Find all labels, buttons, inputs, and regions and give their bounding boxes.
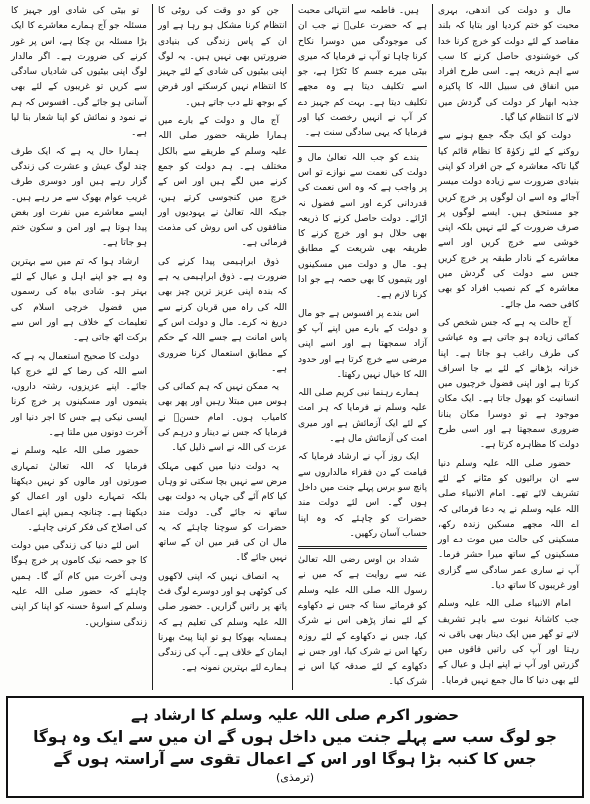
- section-divider: [298, 546, 427, 549]
- article-paragraph: اس لئے دنیا کی زندگی میں دولت کا جو حصہ نیک کاموں پر خرچ ہوگا وہی آخرت میں کام آئے گا۔ ہمیں چاہئے کہ حضور صلی اللہ علیہ وسلم کے اسوۂ حسنہ کو اپنا کر اپنی زندگی سنواریں۔: [11, 541, 147, 628]
- article-paragraph: ذوق ابراہیمی پیدا کرنے کی ضرورت ہے۔ ذوق ابراہیمی یہ ہے کہ بندہ اپنی عزیز ترین چیز بھی اللہ کی راہ میں قربان کرنے سے دریغ نہ کرے۔ مال و دولت اس کے پاس امانت ہے جسے اللہ کے حکم کے مطابق استعمال کرنا ضروری ہے۔: [158, 256, 287, 374]
- column-divider: [298, 146, 427, 147]
- article-paragraph: ایک روز آپ نے ارشاد فرمایا کہ قیامت کے دن فقراء مالداروں سے پانچ سو برس پہلے جنت میں داخل ہوں گے۔ اس لئے دولت مند حضرات کو چاہئے کہ وہ اپنا حساب آسان رکھیں۔: [298, 452, 427, 539]
- article-columns: [6, 4, 584, 690]
- banner-quote-line-1: جو لوگ سب سے پہلے جنت میں داخل ہوں گے ان میں سے ایک وہ ہوگا: [33, 728, 557, 746]
- banner-quote-line-2: جس کا کنبہ بڑا ہوگا اور اس کے اعمال تقوی سے آراستہ ہوں گے: [53, 750, 537, 768]
- article-paragraph: آج حالت یہ ہے کہ جس شخص کی کمائی زیادہ ہو جاتی ہے وہ عیاشی کی طرف راغب ہو جاتا ہے۔ اپنا خزانہ بڑھانے کے لئے بے جا اسراف کرتا ہے اور اپنی فضول خرچیوں میں انسانیت کو بھول جاتا ہے۔ ایک مکان موجود ہے تو دوسرا مکان بنانا ضروری سمجھتا ہے اور اسی طرح دولت کا مظاہرہ کرتا ہے۔: [438, 317, 579, 451]
- article-column-1: [432, 4, 584, 690]
- banner-source: (ترمذی): [276, 771, 314, 784]
- article-column-2: [292, 4, 432, 690]
- article-paragraph: ہیں۔ فاطمہ سے انتہائی محبت ہے کہ حضرت علیؓ نے جب ان کی موجودگی میں دوسرا نکاح کرنا چاہا تو آپ نے فرمایا کہ میری بیٹی میرے جسم کا ٹکڑا ہے، جو اسے تکلیف دیتا ہے وہ مجھے تکلیف دیتا ہے۔ بہت کم جہیز دے کر آپ نے انہیں رخصت کیا اور فرمایا کہ یہی سادگی سنت ہے۔: [298, 6, 427, 139]
- hadith-banner: [6, 696, 584, 798]
- hadith-paragraph: شداد بن اوس رضی اللہ تعالیٰ عنہ سے روایت ہے کہ میں نے رسول اللہ صلی اللہ علیہ وسلم کو فرماتے سنا کہ جس نے دکھاوے کے لئے نماز پڑھی اس نے شرک کیا، جس نے دکھاوے کے لئے روزہ رکھا اس نے شرک کیا، اور جس نے دکھاوے کے لئے صدقہ کیا اس نے شرک کیا۔: [298, 555, 427, 688]
- article-paragraph: آج مال و دولت کے بارے میں ہمارا طریقہ حضور صلی اللہ علیہ وسلم کے طریقے سے بالکل مختلف ہے۔ ہم دولت کو جمع کرنے میں لگے ہیں اور اس کے خرچ میں کنجوسی کرتے ہیں، جبکہ اللہ تعالیٰ نے یہودیوں اور منافقوں کی اس روش کی مذمت فرمائی ہے۔: [158, 116, 287, 249]
- article-paragraph: اس بندے پر افسوس ہے جو مال و دولت کے بارے میں اپنے آپ کو آزاد سمجھتا ہے اور اسے اپنی مرضی سے خرچ کرتا ہے اور حدود اللہ کا خیال نہیں رکھتا۔: [298, 308, 427, 380]
- article-paragraph: امام الانبیاء صلی اللہ علیہ وسلم جب کاشانۂ نبوت سے باہر تشریف لاتے تو گھر میں ایک دینار بھی باقی نہ رہتا اور آپ کی راتیں فاقوں میں گزرتیں اور آپ نے اپنے اہل و عیال کے لئے بھی دنیا کا مال جمع نہیں فرمایا۔: [438, 599, 579, 686]
- article-paragraph: ہمارا حال یہ ہے کہ ایک طرف چند لوگ عیش و عشرت کی زندگی گزار رہے ہیں اور دوسری طرف غریب عوام بھوک سے مر رہے ہیں۔ ایسے معاشرے میں نفرت اور بغض پیدا ہوتا ہے اور امن و سکون ختم ہو جاتا ہے۔: [11, 146, 147, 249]
- article-paragraph: جن کو دو وقت کی روٹی کا انتظام کرنا مشکل ہو رہا ہے اور ان کے پاس زندگی کی بنیادی ضرورتیں بھی نہیں ہیں۔ یہ لوگ اپنی بیٹیوں کی شادی کے لئے جہیز کا انتظام نہیں کرسکتے اور قرض کے بوجھ تلے دب جاتے ہیں۔: [158, 6, 287, 108]
- article-paragraph: دولت کو ایک جگہ جمع ہونے سے روکنے کے لئے زکوٰۃ کا نظام قائم کیا گیا تاکہ معاشرہ کے جن افراد کو اپنی بنیادی ضرورت سے زیادہ دولت میسر آجائے وہ اسے ان لوگوں پر خرچ کریں جو مستحق ہیں۔ ایسے لوگوں پر صرف ضرورت کے لئے نہیں بلکہ اپنی خوشی سے خرچ کریں اور اسے معاشرے کے نادار طبقہ پر خرچ کریں جس سے دولت کی گردش میں معاشرہ کے کم نصیب افراد کو بھی کافی حصہ مل جائے۔: [438, 131, 579, 310]
- article-paragraph: ارشاد ہوا کہ تم میں سے بہترین وہ ہے جو اپنے اہل و عیال کے لئے بہتر ہو۔ شادی بیاہ کی رسموں میں فضول خرچی اسلام کی تعلیمات کے خلاف ہے اور اس سے برکت اٹھ جاتی ہے۔: [11, 256, 147, 344]
- article-column-3: [152, 4, 292, 690]
- article-paragraph: تو بیٹی کی شادی اور جہیز کا مسئلہ جو آج ہمارے معاشرے کا ایک بڑا مسئلہ بن چکا ہے، اس پر غور کرنے کی ضرورت ہے۔ اگر مالدار لوگ اپنی بیٹیوں کی شادیاں سادگی سے کریں تو غریبوں کے لئے بھی آسانی ہو جائے گی۔ افسوس کہ ہم نے نمود و نمائش کو اپنا شعار بنا لیا ہے۔: [11, 6, 147, 139]
- article-paragraph: یہ انصاف نہیں کہ اپنی لاکھوں کی کوٹھی ہو اور دوسرے لوگ فٹ پاتھ پر راتیں گزاریں۔ حضور صلی اللہ علیہ وسلم کی تعلیم ہے کہ ہمسایہ بھوکا ہو تو اپنا پیٹ بھرنا ایمان کے خلاف ہے۔ آپ کی زندگی ہمارے لئے بہترین نمونہ ہے۔: [158, 571, 287, 674]
- article-paragraph: حضور صلی اللہ علیہ وسلم دنیا سے ان برائیوں کو مٹانے کے لئے تشریف لائے تھے۔ امام الانبیاء صلی اللہ علیہ وسلم نے یہ دعا فرمائی کہ اے اللہ مجھے مسکین زندہ رکھ، مسکینی کی حالت میں موت دے اور مسکینوں کے ساتھ میرا حشر فرما۔ آپ نے ساری عمر سادگی سے گزاری اور غریبوں کا ساتھ دیا۔: [438, 458, 579, 591]
- article-column-4: [6, 4, 152, 690]
- article-paragraph: یہ ممکن نہیں کہ ہم کمائی کی ہوس میں مبتلا رہیں اور پھر بھی کامیاب ہوں۔ امام حسنؓ نے فرمایا کہ جس نے دینار و درہم کی عزت کی اللہ نے اسے ذلیل کیا۔: [158, 382, 287, 454]
- article-paragraph: مال و دولت کی اندھی، بہری محبت کو ختم کردیا اور بتایا کہ بلند مقاصد کے لئے دولت کو خرچ کرنا خدا کی خوشنودی حاصل کرنے کا سب سے اہم ذریعہ ہے۔ اسی طرح افراد میں انفاق فی سبیل اللہ کا پاکیزہ جذبہ ابھار کر دولت کی گردش میں لانے کا انتظام کیا گیا۔: [438, 6, 579, 124]
- article-paragraph: حضور صلی اللہ علیہ وسلم نے فرمایا کہ اللہ تعالیٰ تمہاری صورتوں اور مالوں کو نہیں دیکھتا بلکہ تمہارے دلوں اور اعمال کو دیکھتا ہے۔ چنانچہ ہمیں اپنے اعمال کی اصلاح کی فکر کرنی چاہئے۔: [11, 446, 147, 533]
- banner-heading: حضور اکرم صلی اللہ علیہ وسلم کا ارشاد ہے: [130, 706, 460, 724]
- article-paragraph: ہمارے رہنما نبی کریم صلی اللہ علیہ وسلم نے فرمایا کہ ہر امت کے لئے ایک آزمائش ہے اور میری امت کی آزمائش مال ہے۔: [298, 388, 427, 445]
- article-paragraph: یہ دولت دنیا میں کبھی مہلک مرض سے نہیں بچا سکتی تو وہاں کیا کام آئے گی جہاں یہ دولت بھی ساتھ نہ جائے گی۔ دولت مند حضرات کو سوچنا چاہئے کہ یہ مال ان کی قبر میں ان کے ساتھ نہیں جائے گا۔: [158, 461, 287, 564]
- article-paragraph: دولت کا صحیح استعمال یہ ہے کہ اسے اللہ کی رضا کے لئے خرچ کیا جائے۔ اپنے عزیزوں، رشتہ داروں، یتیموں اور مسکینوں پر خرچ کرنا ایسی نیکی ہے جس کا اجر دنیا اور آخرت دونوں میں ملتا ہے۔: [11, 351, 147, 439]
- article-paragraph: بندے کو جب اللہ تعالیٰ مال و دولت کی نعمت سے نوازے تو اس پر واجب ہے کہ وہ اس نعمت کی قدردانی کرے اور اسے فضول نہ اڑائے۔ دولت حاصل کرنے کا ذریعہ بھی حلال ہو اور خرچ کرنے کا طریقہ بھی شریعت کے مطابق ہو۔ مال و دولت میں مسکینوں اور یتیموں کا بھی حصہ ہے جو ادا کرنا لازم ہے۔: [298, 152, 427, 301]
